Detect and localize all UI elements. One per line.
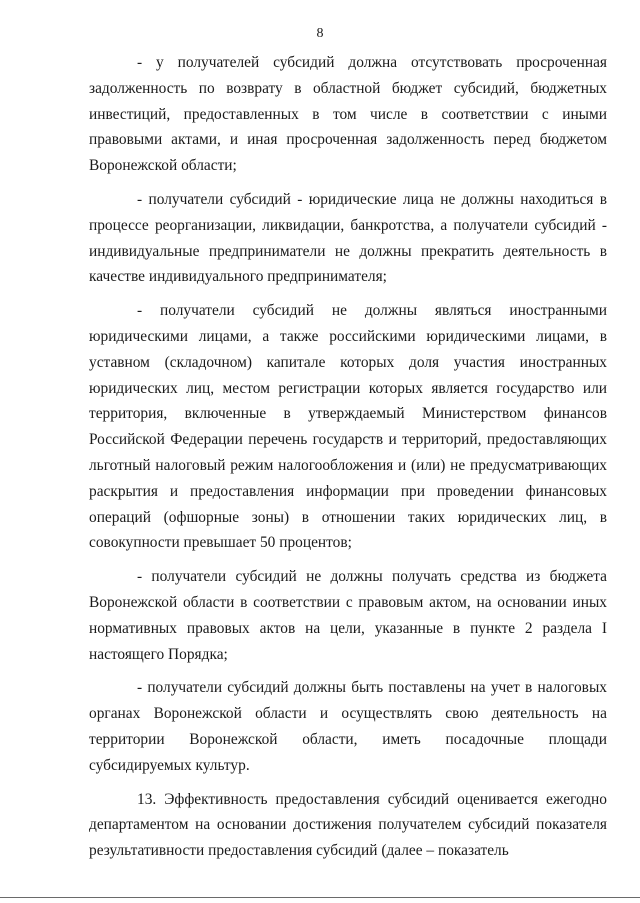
document-body <box>89 50 607 872</box>
page-bottom-edge <box>0 897 640 898</box>
paragraph-arrears-requirement: - у получателей субсидий должна отсутствовать просроченная задолженность по возврату в областной бюджет субсидий, бюджетных инвестиций, предоставленных в том числе в соответствии с иными правовыми актами, и иная просроченная задолженность перед бюджетом Воронежской области; <box>89 54 607 175</box>
paragraph-other-funding-requirement: - получатели субсидий не должны получать средства из бюджета Воронежской области в соответствии с правовым актом, на основании иных нормативных правовых актов на цели, указанные в пункте 2 раздела I настоящего Порядка; <box>89 568 607 663</box>
paragraph-efficiency-clause: 13. Эффективность предоставления субсидий оценивается ежегодно департаментом на основании достижения получателем субсидий показателя результативности предоставления субсидий (далее – показатель <box>89 790 607 860</box>
paragraph-foreign-entities-requirement: - получатели субсидий не должны являться иностранными юридическими лицами, а также российскими юридическими лицами, в уставном (складочном) капитале которых доля участия иностранных юридических лиц, местом регистрации которых является государство или территория, включенные в утверждаемый Министерством финансов Российской Федерации перечень государств и территорий, предоставляющих льготный налоговый режим налогообложения и (или) не предусматривающих раскрытия и предоставления информации при проведении финансовых операций (офшорные зоны) в отношении таких юридических лиц, в совокупности превышает 50 процентов; <box>89 302 607 552</box>
paragraph-reorganization-requirement: - получатели субсидий - юридические лица не должны находиться в процессе реорганизации, ликвидации, банкротства, а получатели субсидий - индивидуальные предприниматели не должны прекратить деятельность в качестве индивидуального предпринимателя; <box>89 190 607 286</box>
paragraph-tax-registration-requirement: - получатели субсидий должны быть поставлены на учет в налоговых органах Воронежской области и осуществлять свою деятельность на территории Воронежской области, иметь посадочные площади субсидируемых культур. <box>89 679 607 774</box>
page-number: 8 <box>316 26 324 41</box>
